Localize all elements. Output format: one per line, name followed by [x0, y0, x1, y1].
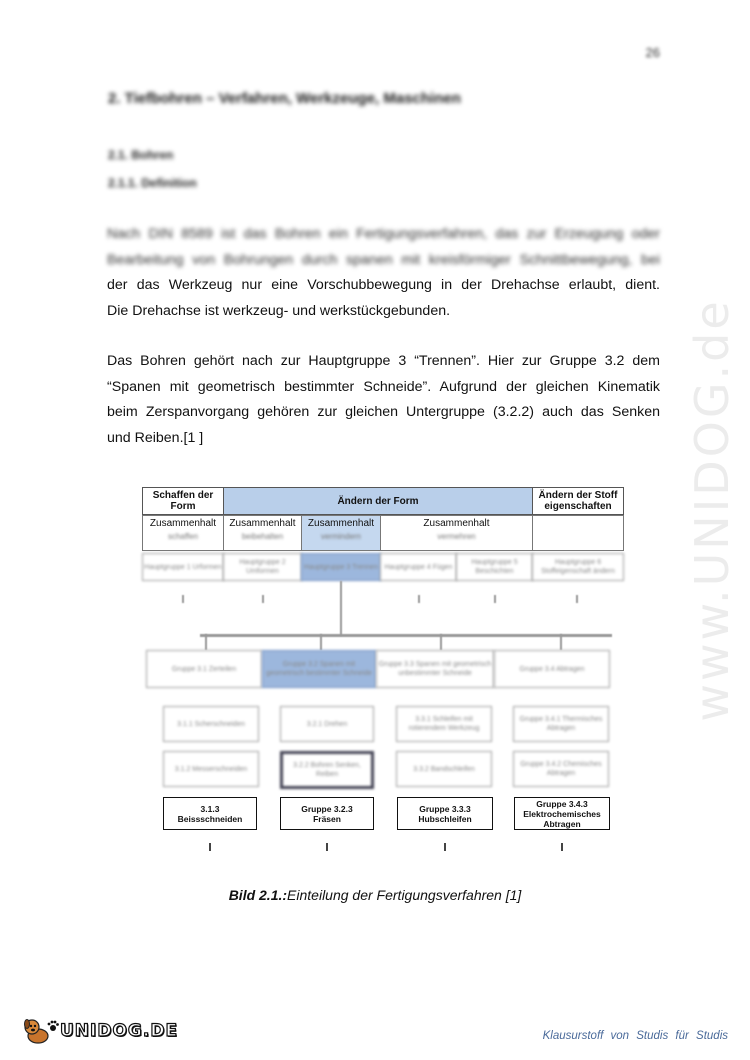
- connector-line: [340, 581, 342, 636]
- connector-line: [440, 634, 442, 650]
- continuation-tick: [326, 843, 328, 851]
- paragraph-line: beim Zerspanvorgang gehören zur gleichen Untergruppe (3.2.2) auch das Senken: [107, 404, 660, 421]
- gruppe-box: Gruppe 3.3 Spanen mit geometrisch unbestimmter Schneide: [376, 650, 494, 688]
- paragraph-line: “Spanen mit geometrisch bestimmter Schneide”. Aufgrund der gleichen Kinematik: [107, 378, 660, 395]
- continuation-tick: [209, 843, 211, 851]
- continuation-tick: [561, 843, 563, 851]
- watermark: www.UNIDOG.de: [685, 298, 739, 722]
- chapter-heading: 2. Tiefbohren – Verfahren, Werkzeuge, Maschinen: [108, 90, 461, 107]
- zusammenhalt-label: Zusammenhalt: [229, 518, 296, 529]
- box-label: Gruppe 3.4.3: [536, 798, 588, 809]
- footer-tagline: Klausurstoff von Studis für Studis: [542, 1030, 728, 1042]
- zusammenhalt-sub: beibehalten: [241, 532, 284, 541]
- box-label: Beissschneiden: [177, 813, 243, 824]
- zusammenhalt-cell: [223, 515, 302, 551]
- paragraph-line: Nach DIN 8589 ist das Bohren ein Fertigungsverfahren, das zur Erzeugung oder: [107, 226, 660, 242]
- box-label: Fräsen: [313, 813, 341, 824]
- paragraph-line: Die Drehachse ist werkzeug- und werkstückgebunden.: [107, 303, 451, 320]
- paragraph-line: der das Werkzeug nur eine Vorschubbewegung in der Drehachse erlaubt, dient.: [107, 277, 660, 294]
- connector-tick: [418, 595, 420, 603]
- page-number: 26: [645, 45, 660, 60]
- box-label: Gruppe 3.3.3: [419, 803, 471, 814]
- connector-line: [200, 634, 612, 637]
- box-label: Gruppe 3.2.3: [301, 803, 353, 814]
- subsection-heading: 2.1.1. Definition: [108, 176, 197, 190]
- paragraph-line: und Reiben.[1 ]: [107, 430, 204, 447]
- gruppe-box-highlighted: Gruppe 3.2 Spanen mit geometrisch bestimmter Schneide: [262, 650, 376, 688]
- verfahren-box: Gruppe 3.4.1 Thermisches Abtragen: [513, 706, 609, 742]
- verfahren-box: 3.2.1 Drehen: [280, 706, 374, 742]
- zusammenhalt-cell-highlighted: [301, 515, 381, 551]
- header-label: Ändern der Form: [337, 495, 419, 507]
- footer-logo[interactable]: [22, 1016, 178, 1046]
- verfahren-box: 3.1.2 Messerschneiden: [163, 751, 259, 787]
- connector-tick: [494, 595, 496, 603]
- verfahren-box-clear: [163, 797, 257, 830]
- connector-tick: [182, 595, 184, 603]
- hauptgruppe-box: Hauptgruppe 2 Umformen: [223, 553, 302, 581]
- classification-paragraph: [107, 349, 660, 452]
- caption-text: Einteilung der Fertigungsverfahren [1]: [287, 887, 522, 903]
- verfahren-box-clear: [397, 797, 493, 830]
- definition-paragraph: [107, 222, 660, 325]
- verfahren-box: 3.3.2 Bandschleifen: [396, 751, 492, 787]
- connector-line: [560, 634, 562, 650]
- header-schaffen: [142, 487, 224, 515]
- connector-line: [205, 634, 207, 650]
- verfahren-box-clear: [280, 797, 374, 830]
- zusammenhalt-label: Zusammenhalt: [423, 518, 490, 529]
- header-label: Schaffen der Form: [152, 490, 214, 512]
- zusammenhalt-cell: [380, 515, 533, 551]
- connector-line: [320, 634, 322, 650]
- hauptgruppe-box: Hauptgruppe 5 Beschichten: [456, 553, 533, 581]
- zusammenhalt-sub: vermindern: [320, 532, 361, 541]
- verfahren-box: Gruppe 3.4.2 Chemisches Abtragen: [513, 751, 609, 787]
- paragraph-line: Das Bohren gehört nach zur Hauptgruppe 3 “Trennen”. Hier zur Gruppe 3.2 dem: [107, 353, 660, 369]
- zusammenhalt-label: Zusammenhalt: [307, 518, 375, 529]
- section-heading: 2.1. Bohren: [108, 148, 174, 162]
- verfahren-box-clear: [514, 797, 610, 830]
- gruppe-box: Gruppe 3.4 Abtragen: [494, 650, 610, 688]
- continuation-tick: [444, 843, 446, 851]
- hauptgruppe-box: Hauptgruppe 6 Stoffeigenschaft ändern: [532, 553, 624, 581]
- verfahren-box: 3.1.1 Scherschneiden: [163, 706, 259, 742]
- box-label: 3.1.3: [200, 803, 220, 814]
- empty-cell: [532, 515, 624, 551]
- box-label: Abtragen: [543, 818, 581, 829]
- zusammenhalt-cell: [142, 515, 224, 551]
- box-label: Hubschleifen: [418, 813, 472, 824]
- caption-label: Bild 2.1.:: [228, 887, 288, 903]
- zusammenhalt-sub: schaffen: [167, 532, 199, 541]
- hauptgruppe-box: Hauptgruppe 4 Fügen: [380, 553, 457, 581]
- verfahren-box: 3.3.1 Schleifen mit rotierendem Werkzeug: [396, 706, 492, 742]
- hauptgruppe-box-highlighted: Hauptgruppe 3 Trennen: [301, 553, 381, 581]
- connector-tick: [576, 595, 578, 603]
- figure-caption: [0, 887, 750, 903]
- paw-icon: [46, 1019, 60, 1033]
- zusammenhalt-label: Zusammenhalt: [149, 518, 217, 529]
- header-label: Ändern der Stoff eigenschaften: [538, 490, 618, 512]
- gruppe-box: Gruppe 3.1 Zerteilen: [146, 650, 262, 688]
- header-aendern: [223, 487, 533, 515]
- hauptgruppe-box: Hauptgruppe 1 Urformen: [142, 553, 224, 581]
- logo-text: UNIDOG.DE: [60, 1021, 179, 1041]
- zusammenhalt-sub: vermehren: [437, 532, 476, 541]
- connector-tick: [262, 595, 264, 603]
- box-label: Elektrochemisches: [523, 808, 601, 819]
- header-stoff: [532, 487, 624, 515]
- paragraph-line: Bearbeitung von Bohrungen durch spanen mit kreisförmiger Schnittbewegung, bei: [107, 251, 660, 268]
- verfahren-box-bohren: 3.2.2 Bohren Senken, Reiben: [280, 751, 374, 789]
